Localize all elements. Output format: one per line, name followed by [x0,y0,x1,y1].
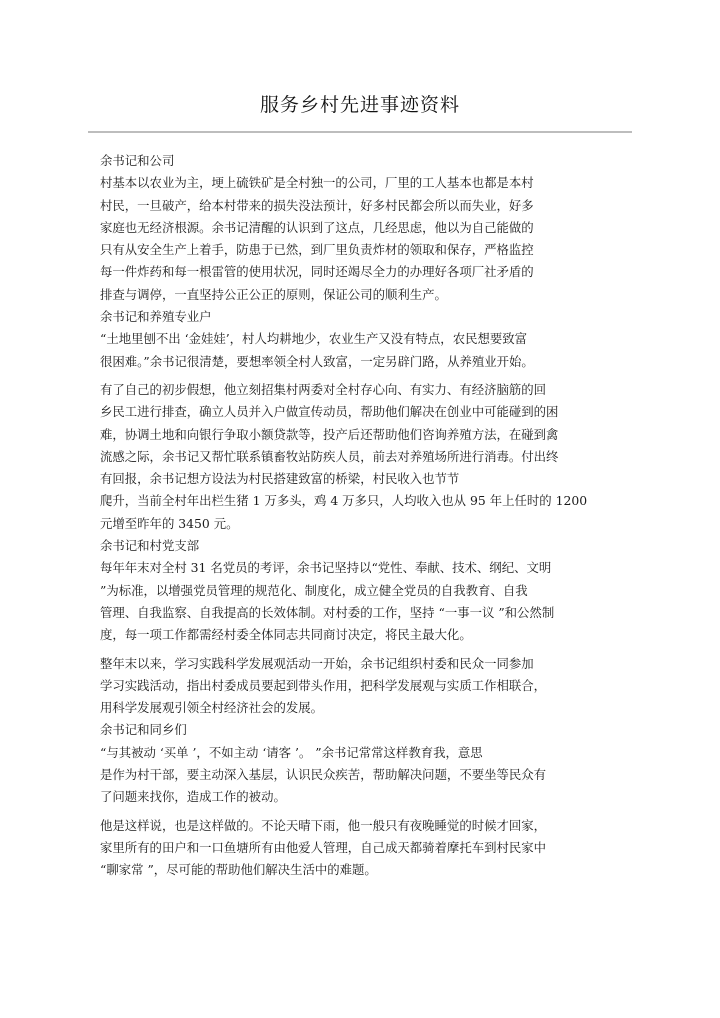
text-line: 很困难。”余书记很清楚，要想率领全村人致富，一定另辟门路，从养殖业开始。 [100,353,534,369]
text-line: 用科学发展观引领全村经济社会的发展。 [100,700,324,716]
title-divider [88,131,632,133]
text-line: 整年末以来，学习实践科学发展观活动一开始，余书记组织村委和民众一同参加 [100,655,534,671]
text-line: 每年年末对全村 31 名党员的考评，余书记坚持以“党性、奉献、技术、纲纪、文明 [100,560,552,576]
text-line: 乡民工进行排查，确立人员并入户做宣传动员，帮助他们解决在创业中可能碰到的困 [100,404,559,420]
paragraph [92,172,620,306]
text-line: 有回报，余书记想方设法为村民搭建致富的桥梁，村民收入也节节 [100,471,460,487]
text-line: 家里所有的田户和一口鱼塘所有由他爱人管理，自己成天都骑着摩托车到村民家中 [100,839,547,855]
text-line: 每一件炸药和每一根雷管的使用状况，同时还竭尽全力的办理好各项厂社矛盾的 [100,264,534,280]
text-line: 只有从安全生产上着手，防患于已然，到厂里负责炸材的领取和保存，严格监控 [100,242,534,258]
text-line: 度，每一项工作都需经村委全体同志共同商讨决定，将民主最大化。 [100,627,472,643]
text-line: 学习实践活动，指出村委成员要起到带头作用，把科学发展观与实质工作相联合， [100,677,547,693]
text-line: 难，协调土地和向银行争取小额贷款等，投产后还帮助他们咨询养殖方法，在碰到禽 [100,426,559,442]
text-line: “土地里刨不出 ‘金娃娃’，村人均耕地少，农业生产又没有特点，农民想要致富 [100,331,528,347]
text-line: 流感之际，余书记又帮忙联系镇畜牧站防疾人员，前去对养殖场所进行消毒。付出终 [100,448,559,464]
text-line: 管理、自我监察、自我提高的长效体制。对村委的工作，坚持 “一事一议 ”和公然制 [100,604,555,620]
text-line: 他是这样说，也是这样做的。不论天晴下雨，他一般只有夜晚睡觉的时候才回家， [100,817,547,833]
paragraph [92,815,620,882]
paragraph [92,653,620,720]
text-line: “聊家常 ”，尽可能的帮助他们解决生活中的难题。 [100,862,377,878]
section-heading: 余书记和村党支部 [100,538,200,554]
text-line: “与其被动 ‘买单 ’，不如主动 ‘请客 ’。 ”余书记常常这样教育我，意思 [100,744,483,760]
section-heading: 余书记和养殖专业户 [100,309,212,325]
text-line: 排查与调停，一直坚持公正公正的原则，保证公司的顺利生产。 [100,286,447,302]
text-line: 村民，一旦破产，给本村带来的损失没法预计，好多村民都会所以而失业，好多 [100,197,534,213]
text-line: 了问题来找你，造成工作的被动。 [100,789,286,805]
text-line: ”为标准，以增强党员管理的规范化、制度化，成立健全党员的自我教育、自我 [100,582,528,598]
paragraph [92,557,620,646]
text-line: 家庭也无经济根源。余书记清醒的认识到了这点，几经思虑，他以为自己能做的 [100,219,534,235]
document-body [92,150,620,882]
text-line: 村基本以农业为主，埂上硫铁矿是全村独一的公司，厂里的工人基本也都是本村 [100,175,534,191]
section-heading: 余书记和公司 [100,153,175,168]
text-line: 爬升，当前全村年出栏生猪 1 万多头，鸡 4 万多只，人均收入也从 95 年上任时的 1200 [100,493,588,509]
text-line: 元增至昨年的 3450 元。 [100,515,239,531]
paragraph [92,742,620,809]
text-line: 有了自己的初步假想，他立刻招集村两委对全村存心向、有实力、有经济脑筋的回 [100,381,547,397]
paragraph [92,379,620,535]
paragraph [92,328,620,373]
document-title: 服务乡村先进事迹资料 [259,94,460,116]
text-line: 是作为村干部，要主动深入基层，认识民众疾苦，帮助解决问题，不要坐等民众有 [100,767,547,783]
section-heading: 余书记和同乡们 [100,722,187,738]
